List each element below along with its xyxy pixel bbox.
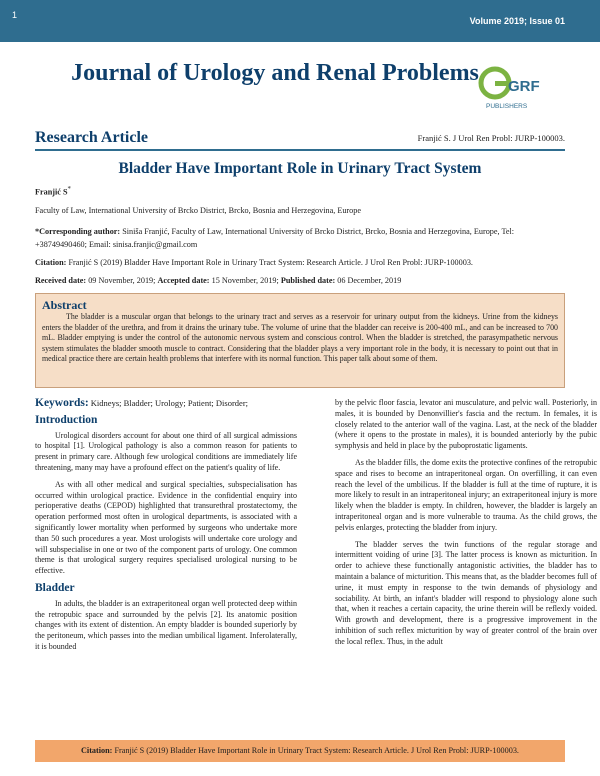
corresponding-author	[35, 226, 565, 251]
abstract-title: Abstract	[42, 298, 87, 312]
keywords-label: Keywords:	[35, 397, 89, 409]
received-date: 09 November, 2019;	[88, 276, 156, 285]
article-title: Bladder Have Important Role in Urinary Tract System	[118, 160, 482, 177]
published-date: 06 December, 2019	[337, 276, 402, 285]
accepted-date: 15 November, 2019;	[211, 276, 279, 285]
citation-text: Franjić S (2019) Bladder Have Important Role in Urinary Tract System: Research Article. J Urol Ren Probl: JURP-100003.	[68, 258, 473, 267]
abstract-text: The bladder is a muscular organ that belongs to the urinary tract and serves as a reservoir for urinary output from the kidneys. Urine from the kidneys enters the bladder of the urethra, and from it drains the urinary tube. The volume of urine that the bladder can receive is 200-400 mL, and can be increased to 700 mL. Bladder emptying is under the control of the autonomic nervous system and conscious control. When the bladder is stretched, the parasympathetic nervous system stimulates the bladder smooth muscle to contract. Considering that the bladder plays a very important role in the body, it is necessary to point out that in medical practice there are certain health problems that interfere with its normal function. This paper talk about some of them.	[42, 312, 558, 364]
keywords	[35, 398, 297, 409]
footer-citation	[35, 740, 565, 762]
intro-paragraph-2: As with all other medical and surgical specialties, subspecialisation has occurred within urological practice. Evidence in the confidential enquiry into perioperative deaths (CEPOD) highlighted that transurethral prostatectomy, the operation performed most often in urological departments, is associated with a significantly lower mortality when performed by surgeons who undertake more than 50 such procedures a year. Most urologists will undertake core urology and will subspecialise in one or two of the component parts of urology. One common theme is that urological surgery requires specialised urological nursing to be effective.	[35, 479, 297, 576]
footer-citation-label: Citation:	[81, 746, 113, 755]
footer-citation-text: Franjić S (2019) Bladder Have Important Role in Urinary Tract System: Research Article. J Urol Ren Probl: JURP-100003.	[114, 746, 519, 755]
affiliation: Faculty of Law, International University of Brcko District, Brcko, Bosnia and Herzegovina, Europe	[35, 206, 361, 215]
citation-label: Citation:	[35, 258, 67, 267]
logo-subtext: PUBLISHERS	[486, 103, 528, 110]
bladder-paragraph-1: In adults, the bladder is an extraperitoneal organ well protected deep within the retropubic space and surrounded by the pelvis [2]. Its anatomic position changes with its extent of distention. An empty bladder is bounded superiorly by the peritoneum, which passes into the median umbilical ligament. Inferolaterally, it is bounded	[35, 598, 297, 651]
author-line	[35, 184, 565, 199]
corresponding-label: *Corresponding author:	[35, 227, 121, 236]
logo-text: GRF	[508, 78, 540, 95]
citation-line	[35, 257, 565, 270]
corresponding-text: Siniša Franjić, Faculty of Law, International University of Brcko District, Brcko, Bosnia and Herzegovina, Europe, Tel: +38749490460; Email: sinisa.franjic@gmail.com	[35, 227, 515, 249]
intro-paragraph-1: Urological disorders account for about one third of all surgical admissions to hospital [1]. Urological pathology is also a common reason for patients to present in primary care. Although few urological conditions are immediately life threatening, many may have a profound effect on the patient's quality of life.	[35, 430, 297, 472]
intro-heading: Introduction	[35, 413, 98, 426]
left-column	[35, 398, 297, 659]
journal-title: Journal of Urology and Renal Problems	[71, 60, 479, 86]
article-reference: Franjić S. J Urol Ren Probl: JURP-100003.	[417, 133, 565, 143]
keywords-list: Kidneys; Bladder; Urology; Patient; Disorder;	[90, 398, 249, 408]
right-paragraph-1: by the pelvic floor fascia, levator ani musculature, and pelvic wall. Posteriorly, in males, it is bounded by Denonvillier's fascia and the rectum. In females, it is closely related to the anterior wall of the vagina. Last, at the neck of the bladder (where it opens to the prostate in males), it is bounded anteriorly by the pubic symphysis and held in place by the puboprostatic ligaments.	[335, 398, 597, 451]
page-number: 1	[12, 10, 18, 20]
accepted-label: Accepted date:	[157, 276, 210, 285]
abstract-box	[35, 293, 565, 388]
author-name: Franjić S	[35, 187, 68, 197]
right-paragraph-2: As the bladder fills, the dome exits the protective confines of the retropubic space and rises to become an intraperitoneal organ. On overfilling, it can even reach the level of the umbilicus. If the bladder is full at the time of rupture, it is more likely to result in an intraperitoneal injury; an extraperitoneal injury is more likely when the bladder is empty. In children, however, the bladder is largely an intraperitoneal organ and is more vulnerable to trauma. As the child grows, the pelvis enlarges, protecting the bladder from injury.	[335, 457, 597, 532]
published-label: Published date:	[280, 276, 336, 285]
bladder-heading: Bladder	[35, 581, 75, 594]
right-paragraph-3: The bladder serves the twin functions of the regular storage and intermittent voiding of urine [3]. The latter process is known as micturition. In order to achieve these functionally antagonistic activities, the bladder has to maintain a balance of micturition. This means that, as the bladder becomes full of urine, it must empty in response to the twin demands of physiology and sociability. At birth, an infant's bladder will respond to physiology alone such that, when it reaches a certain capacity, the urine therein will be reflexly voided. With growth and development, there is a progressive improvement in the inhibition of such reflex micturition by way of greater control of the brain over the local reflex. Thus, in the adult	[335, 539, 597, 646]
dates-line	[35, 275, 565, 288]
right-column	[335, 398, 597, 654]
author-sup: *	[67, 186, 71, 193]
section-header	[35, 127, 565, 151]
volume-issue: Volume 2019; Issue 01	[469, 16, 565, 26]
article-type: Research Article	[35, 129, 148, 146]
top-banner	[0, 0, 600, 42]
received-label: Received date:	[35, 276, 87, 285]
publisher-logo	[478, 64, 542, 112]
